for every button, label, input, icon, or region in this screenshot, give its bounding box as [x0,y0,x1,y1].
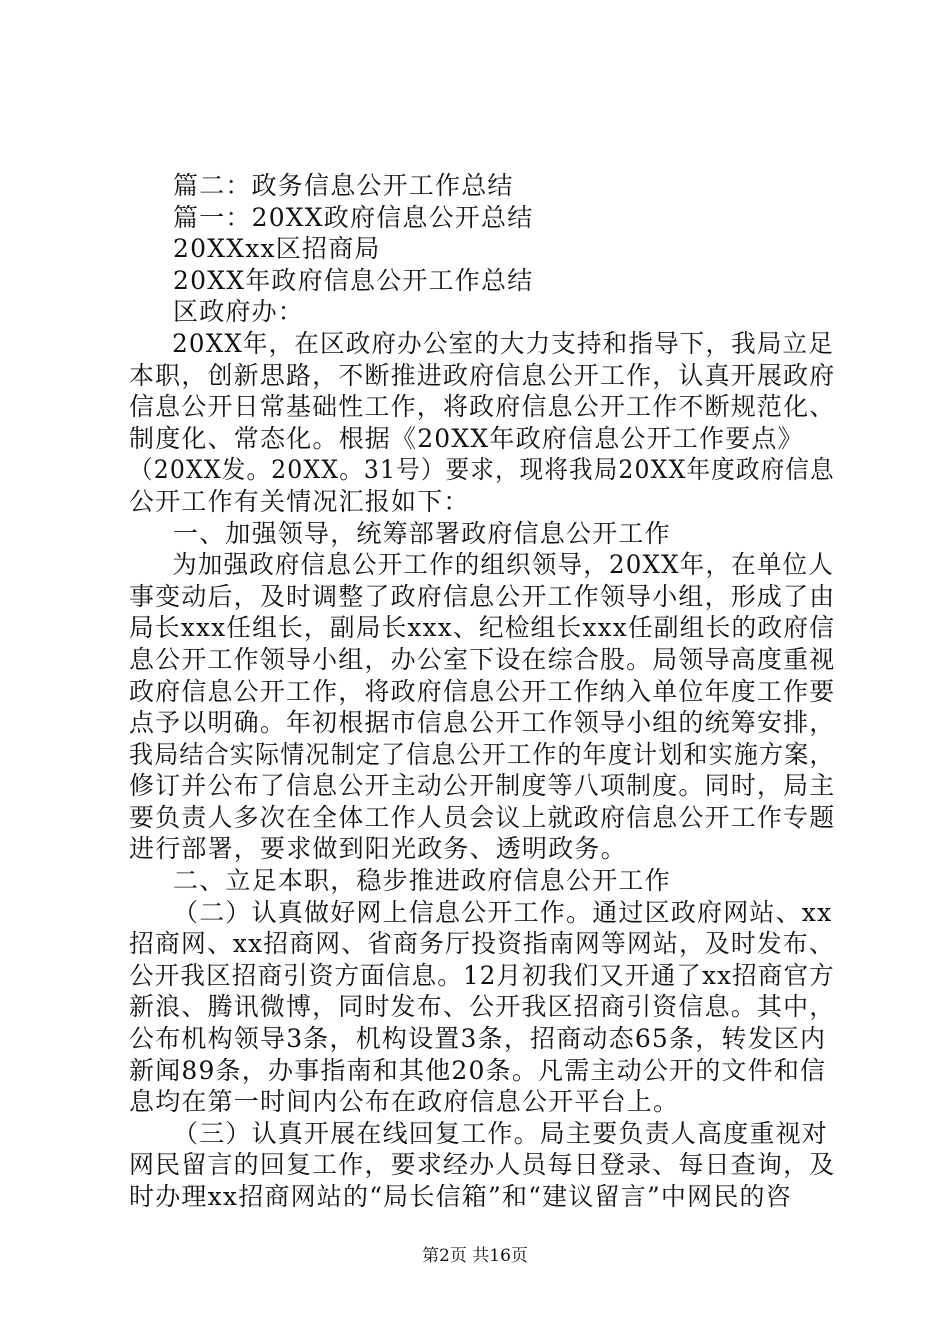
text-line: 本职，创新思路，不断推进政府信息公开工作，认真开展政府 [129,360,836,390]
text-line: 20XX年政府信息公开工作总结 [173,265,534,295]
text-line: 公开工作有关情况汇报如下： [129,486,470,516]
text-line: 局长xxx任组长，副局长xxx、纪检组长xxx任副组长的政府信 [129,613,836,643]
text-line: 20XXxx区招商局 [173,234,381,264]
text-line: 公布机构领导3条，机构设置3条，招商动态65条，转发区内 [129,1024,827,1054]
text-line: 一、加强领导，统筹部署政府信息公开工作 [173,518,671,548]
text-line: 20XX年，在区政府办公室的大力支持和指导下，我局立足 [172,328,834,358]
text-line: 制度化、常态化。根据《20XX年政府信息公开工作要点》 [129,423,804,453]
text-line: 修订并公布了信息公开主动公开制度等八项制度。同时，局主 [129,771,836,801]
text-line: 公开我区招商引资方面信息。12月初我们又开通了xx招商官方 [129,960,835,990]
text-line: 二、立足本职，稳步推进政府信息公开工作 [173,866,671,896]
text-line: （二）认真做好网上信息公开工作。通过区政府网站、xx [173,897,833,927]
text-line: 信息公开日常基础性工作，将政府信息公开工作不断规范化、 [129,392,836,422]
text-line: 新闻89条，办事指南和其他20条。凡需主动公开的文件和信 [129,1055,827,1085]
text-line: 息均在第一时间内公布在政府信息公开平台上。 [129,1087,680,1117]
text-line: 篇二：政务信息公开工作总结 [173,171,514,200]
text-line: 篇一：20XX政府信息公开总结 [173,202,534,232]
text-line: 时办理xx招商网站的“局长信箱”和“建议留言”中网民的咨 [129,1182,792,1211]
text-line: 新浪、腾讯微博，同时发布、公开我区招商引资信息。其中， [129,992,836,1022]
text-line: 我局结合实际情况制定了信息公开工作的年度计划和实施方案， [129,739,835,769]
text-line: 事变动后，及时调整了政府信息公开工作领导小组，形成了由 [129,581,836,611]
text-line: 进行部署，要求做到阳光政务、透明政务。 [129,834,627,864]
text-line: 招商网、xx招商网、省商务厅投资指南网等网站，及时发布、 [129,929,835,959]
text-line: 为加强政府信息公开工作的组织领导，20XX年，在单位人 [172,550,834,580]
text-line: 息公开工作领导小组，办公室下设在综合股。局领导高度重视 [129,644,836,674]
page-footer: 第2页 共16页 [422,1246,528,1266]
document-body [129,170,835,1213]
text-line: 政府信息公开工作，将政府信息公开工作纳入单位年度工作要 [129,676,836,706]
text-line: （三）认真开展在线回复工作。局主要负责人高度重视对 [173,1118,829,1148]
text-line: 要负责人多次在全体工作人员会议上就政府信息公开工作专题 [129,802,836,832]
text-line: 点予以明确。年初根据市信息公开工作领导小组的统筹安排， [129,708,836,738]
text-line: 区政府办： [173,297,305,327]
text-line: 网民留言的回复工作，要求经办人员每日登录、每日查询，及 [129,1150,836,1180]
text-line: （20XX发。20XX。31号）要求，现将我局20XX年度政府信息 [129,455,835,485]
